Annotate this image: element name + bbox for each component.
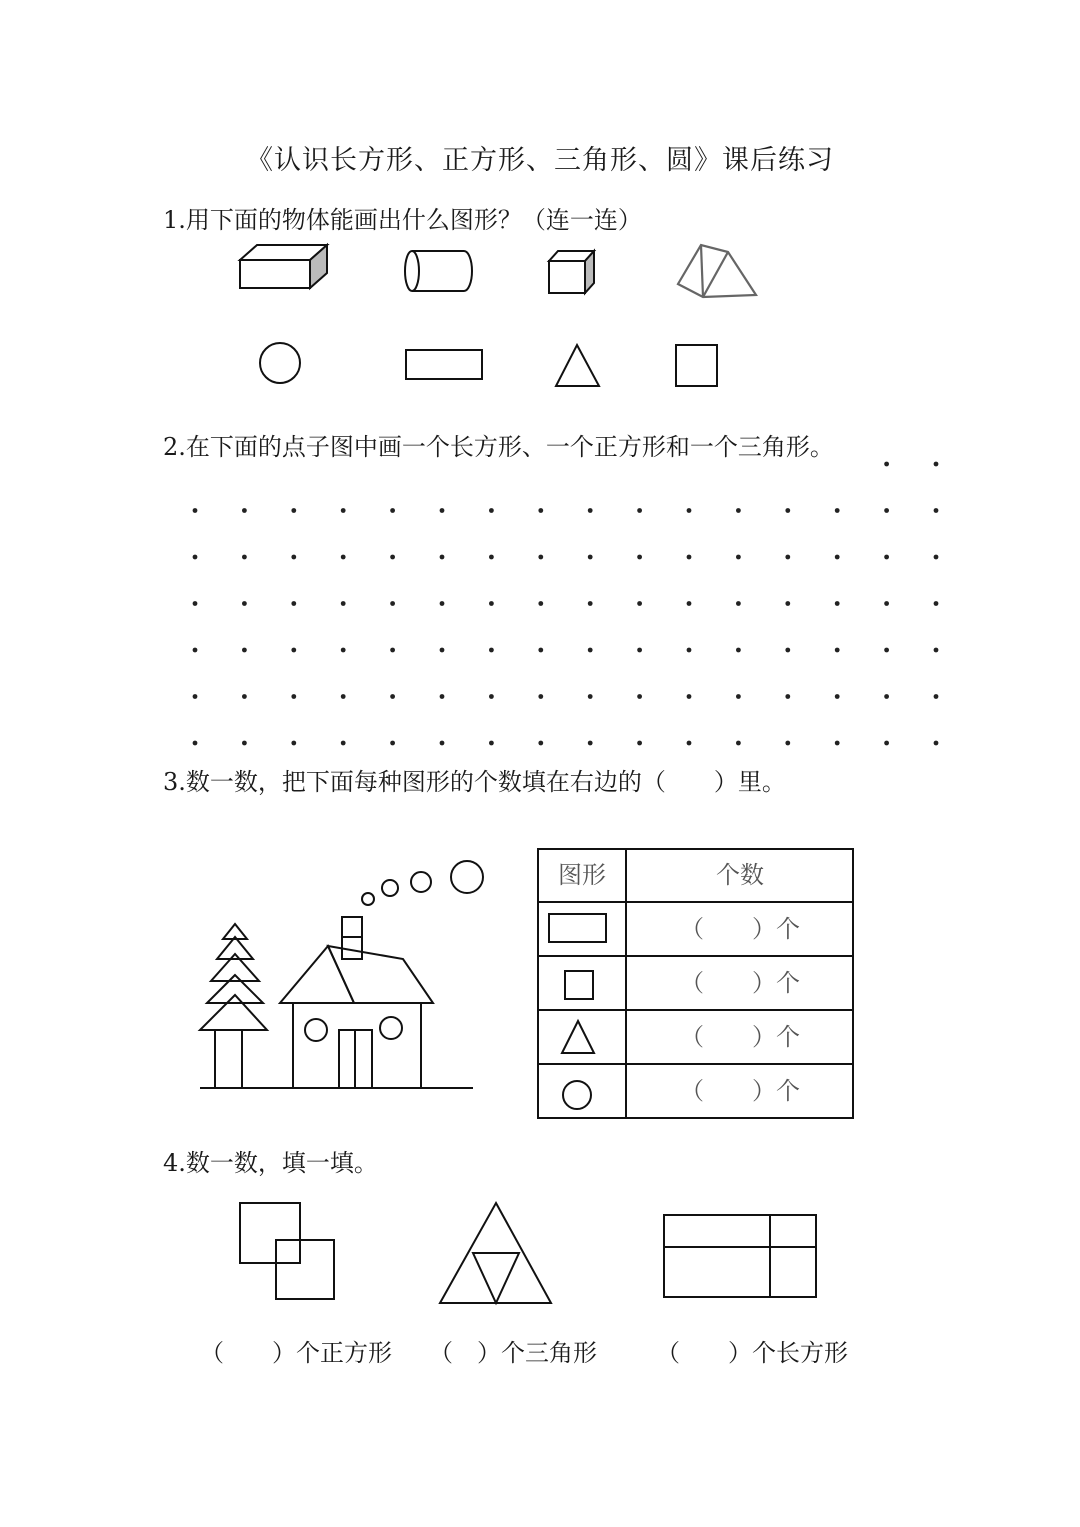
grid-dot — [736, 601, 741, 606]
grid-dot — [934, 462, 939, 467]
table-header-count: 个数 — [716, 861, 764, 889]
grid-dot — [291, 648, 296, 653]
grid-dot — [440, 555, 445, 560]
grid-dot — [440, 601, 445, 606]
grid-dot — [242, 555, 247, 560]
grid-dot — [193, 555, 198, 560]
answer-square-blank: （ ）个正方形 — [200, 1339, 392, 1367]
grid-dot — [884, 555, 889, 560]
grid-dot — [687, 648, 692, 653]
grid-dot — [291, 741, 296, 746]
shape-count-table — [537, 848, 854, 1119]
grid-dot — [884, 462, 889, 467]
rectangle-icon — [549, 914, 606, 942]
grid-dot — [193, 694, 198, 699]
grid-dot — [242, 508, 247, 513]
question-2-text: 2.在下面的点子图中画一个长方形、一个正方形和一个三角形。 — [163, 433, 834, 461]
grid-dot — [785, 741, 790, 746]
grid-dot — [390, 508, 395, 513]
grid-dot — [934, 601, 939, 606]
grid-dot — [736, 508, 741, 513]
grid-dot — [291, 694, 296, 699]
grid-dot — [785, 508, 790, 513]
grid-dot — [785, 601, 790, 606]
answer-triangle-blank: （ ）个三角形 — [429, 1339, 597, 1367]
grid-dot — [835, 741, 840, 746]
answer-square-count: （ ）个 — [680, 969, 800, 997]
table-header-shape: 图形 — [558, 861, 606, 889]
grid-dot — [588, 601, 593, 606]
grid-dot — [390, 601, 395, 606]
house-tree-picture — [195, 855, 480, 1095]
grid-dot — [884, 601, 889, 606]
grid-dot — [193, 508, 198, 513]
grid-dot — [341, 648, 346, 653]
circle-icon — [563, 1081, 591, 1109]
grid-dot — [291, 508, 296, 513]
grid-dot — [588, 508, 593, 513]
grid-dot — [291, 601, 296, 606]
grid-dot — [242, 741, 247, 746]
grid-dot — [934, 555, 939, 560]
overlapping-squares-figure — [235, 1198, 345, 1308]
grid-dot — [341, 694, 346, 699]
grid-dot — [242, 648, 247, 653]
grid-dot — [341, 601, 346, 606]
answer-rectangle-count: （ ）个 — [680, 915, 800, 943]
grid-dot — [687, 694, 692, 699]
grid-dot — [736, 648, 741, 653]
grid-dot — [934, 741, 939, 746]
grid-dot — [538, 741, 543, 746]
grid-dot — [440, 741, 445, 746]
square-icon — [565, 971, 593, 999]
grid-dot — [193, 741, 198, 746]
grid-dot — [884, 741, 889, 746]
grid-dot — [390, 648, 395, 653]
grid-dot — [538, 694, 543, 699]
grid-dot — [489, 555, 494, 560]
grid-dot — [785, 694, 790, 699]
grid-dot — [687, 741, 692, 746]
grid-dot — [489, 648, 494, 653]
grid-dot — [884, 648, 889, 653]
table-grid — [537, 848, 854, 1119]
grid-dot — [934, 648, 939, 653]
grid-dot — [538, 648, 543, 653]
grid-dot — [835, 555, 840, 560]
grid-dot — [637, 555, 642, 560]
question-3-text: 3.数一数，把下面每种图形的个数填在右边的（ ）里。 — [163, 768, 786, 796]
question-4-text: 4.数一数，填一填。 — [163, 1149, 378, 1177]
grid-dot — [193, 648, 198, 653]
grid-dot — [884, 508, 889, 513]
grid-dot — [341, 508, 346, 513]
grid-dot — [687, 555, 692, 560]
grid-dot — [637, 648, 642, 653]
subdivided-triangle-figure — [435, 1198, 557, 1308]
grid-dot — [637, 741, 642, 746]
grid-dot — [291, 555, 296, 560]
triangle-icon — [562, 1021, 594, 1053]
grid-dot — [538, 508, 543, 513]
grid-dot — [489, 741, 494, 746]
grid-dot — [934, 694, 939, 699]
grid-dot — [440, 648, 445, 653]
grid-dot — [687, 508, 692, 513]
grid-dot — [390, 741, 395, 746]
grid-dot — [489, 694, 494, 699]
grid-dot — [637, 601, 642, 606]
grid-dot — [736, 555, 741, 560]
answer-triangle-count: （ ）个 — [680, 1023, 800, 1051]
grid-dot — [390, 555, 395, 560]
grid-dot — [538, 601, 543, 606]
grid-dot — [588, 555, 593, 560]
grid-dot — [835, 694, 840, 699]
grid-dot — [489, 601, 494, 606]
grid-dot — [736, 694, 741, 699]
question-1-text: 1.用下面的物体能画出什么图形？（连一连） — [163, 206, 642, 234]
grid-dot — [785, 555, 790, 560]
grid-dot — [736, 741, 741, 746]
grid-dot — [489, 508, 494, 513]
grid-dot — [440, 694, 445, 699]
grid-dot — [588, 741, 593, 746]
grid-dot — [835, 508, 840, 513]
grid-dot — [884, 694, 889, 699]
grid-dot — [588, 694, 593, 699]
grid-dot — [835, 648, 840, 653]
grid-dot — [785, 648, 790, 653]
grid-dot — [242, 601, 247, 606]
grid-dot — [588, 648, 593, 653]
grid-dot — [341, 555, 346, 560]
grid-dot — [538, 555, 543, 560]
answer-rectangle-blank: （ ）个长方形 — [656, 1339, 848, 1367]
grid-dot — [934, 508, 939, 513]
grid-dot — [440, 508, 445, 513]
page-title: 《认识长方形、正方形、三角形、圆》课后练习 — [246, 145, 834, 176]
answer-circle-count: （ ）个 — [680, 1077, 800, 1105]
grid-dot — [341, 741, 346, 746]
subdivided-rectangle-figure — [660, 1210, 822, 1302]
grid-dot — [242, 694, 247, 699]
grid-dot — [637, 508, 642, 513]
grid-dot — [390, 694, 395, 699]
grid-dot — [687, 601, 692, 606]
grid-dot — [193, 601, 198, 606]
grid-dot — [637, 694, 642, 699]
grid-dot — [835, 601, 840, 606]
